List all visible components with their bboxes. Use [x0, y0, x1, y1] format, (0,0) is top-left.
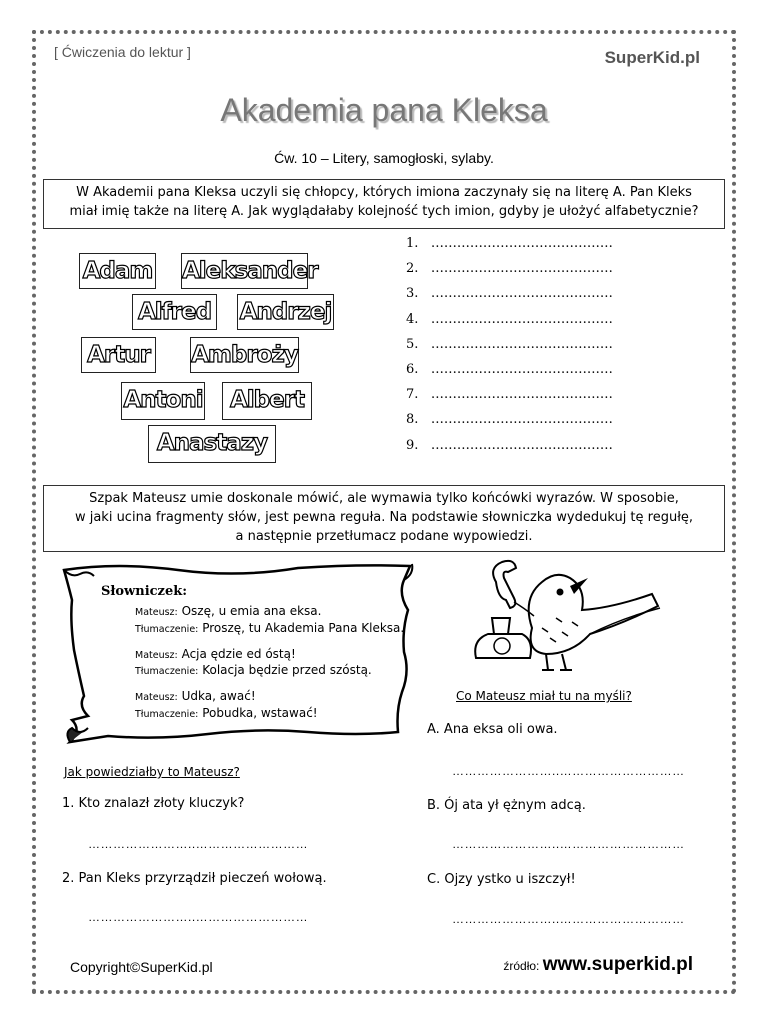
dictionary-entry: Mateusz: Udka, awać!	[135, 689, 256, 703]
answer-line: 3. ……………………………………	[406, 286, 613, 302]
name-card: Antoni	[121, 382, 205, 420]
dictionary-entry: Tłumaczenie: Proszę, tu Akademia Pana Kleksa.	[135, 621, 405, 635]
answer-line: 6. ……………………………………	[406, 361, 613, 377]
answer-input-c[interactable]: ……………………..…………………………	[452, 912, 685, 926]
left-section-heading: Jak powiedziałby to Mateusz?	[64, 765, 240, 779]
dictionary-title: Słowniczek:	[101, 584, 188, 599]
answer-line: 1. ……………………………………	[406, 236, 613, 251]
answer-line: 7. ……………………………………	[406, 387, 613, 403]
answer-line: 5. ……………………………………	[406, 336, 613, 352]
category-tag: [ Ćwiczenia do lektur ]	[54, 44, 191, 60]
answer-list	[406, 236, 613, 463]
answer-input[interactable]: ……………………………………	[430, 361, 613, 377]
question-2: 2. Pan Kleks przyrządził pieczeń wołową.	[62, 871, 327, 886]
answer-line: 8. ……………………………………	[406, 412, 613, 428]
name-card: Adam	[79, 253, 156, 289]
name-card: Alfred	[132, 294, 217, 330]
answer-line: 9. ……………………………………	[406, 437, 613, 453]
copyright: Copyright©SuperKid.pl	[70, 959, 213, 975]
answer-input[interactable]: ……………………………………	[430, 311, 613, 327]
question-a: A. Ana eksa oli owa.	[427, 722, 558, 737]
exercise-subtitle: Ćw. 10 – Litery, samogłoski, sylaby.	[274, 150, 494, 166]
answer-input[interactable]: ……………………………………	[430, 336, 613, 352]
dictionary-entry: Mateusz: Oszę, u emia ana eksa.	[135, 604, 322, 618]
question-c: C. Ojzy ystko u iszczył!	[427, 872, 576, 887]
dictionary-entry: Mateusz: Acja ędzie ed óstą!	[135, 647, 296, 661]
right-section-heading: Co Mateusz miał tu na myśli?	[456, 689, 632, 703]
task2-line: a następnie przetłumacz podane wypowiedzi.	[235, 529, 533, 544]
question-1: 1. Kto znalazł złoty kluczyk?	[62, 796, 245, 811]
answer-input[interactable]: ……………………………………	[430, 412, 613, 428]
source-link[interactable]: www.superkid.pl	[542, 954, 693, 975]
task2-line: Szpak Mateusz umie doskonale mówić, ale wymawia tylko końcówki wyrazów. W sposobie,	[89, 491, 679, 506]
answer-input-b[interactable]: ……………………..…………………………	[452, 837, 685, 851]
name-card: Ambroży	[190, 337, 299, 373]
answer-line: 4. ……………………………………	[406, 311, 613, 327]
task1-line: W Akademii pana Kleksa uczyli się chłopcy, których imiona zaczynały się na literę A. Pan Kleks	[76, 185, 692, 200]
name-card: Aleksander	[181, 253, 308, 289]
answer-input[interactable]: ……………………………………	[430, 236, 613, 251]
answer-input[interactable]: ……………………………………	[430, 261, 613, 277]
starling-with-phone-icon	[462, 558, 662, 684]
answer-input-a[interactable]: ……………………..…………………………	[452, 764, 685, 778]
name-card: Anastazy	[148, 425, 276, 463]
task2-instructions	[43, 485, 725, 552]
question-b: B. Ój ata ył ężnym adcą.	[427, 798, 586, 813]
dictionary-entry: Tłumaczenie: Kolacja będzie przed szóstą.	[135, 663, 372, 677]
answer-input[interactable]: ……………………………………	[430, 387, 613, 403]
brand-logo: SuperKid.pl	[604, 48, 700, 67]
name-card: Albert	[222, 382, 312, 420]
name-card: Artur	[81, 337, 156, 373]
answer-input[interactable]: ……………………………………	[430, 437, 613, 453]
answer-line: 2. ……………………………………	[406, 261, 613, 277]
dictionary-entry: Tłumaczenie: Pobudka, wstawać!	[135, 706, 318, 720]
answer-input-2[interactable]: ……………………..………………………	[88, 910, 309, 924]
page-title: Akademia pana Kleksa	[220, 92, 548, 128]
source: źródło: www.superkid.pl	[503, 954, 693, 975]
name-card: Andrzej	[237, 294, 334, 330]
answer-input-1[interactable]: ……………………..………………………	[88, 837, 309, 851]
task2-line: w jaki ucina fragmenty słów, jest pewna reguła. Na podstawie słowniczka wydedukuj tę regułę,	[74, 510, 694, 525]
task1-line: miał imię także na literę A. Jak wyglądałaby kolejność tych imion, gdyby je ułożyć alfabetycznie?	[69, 204, 699, 219]
answer-input[interactable]: ……………………………………	[430, 286, 613, 302]
task1-instructions	[43, 179, 725, 229]
